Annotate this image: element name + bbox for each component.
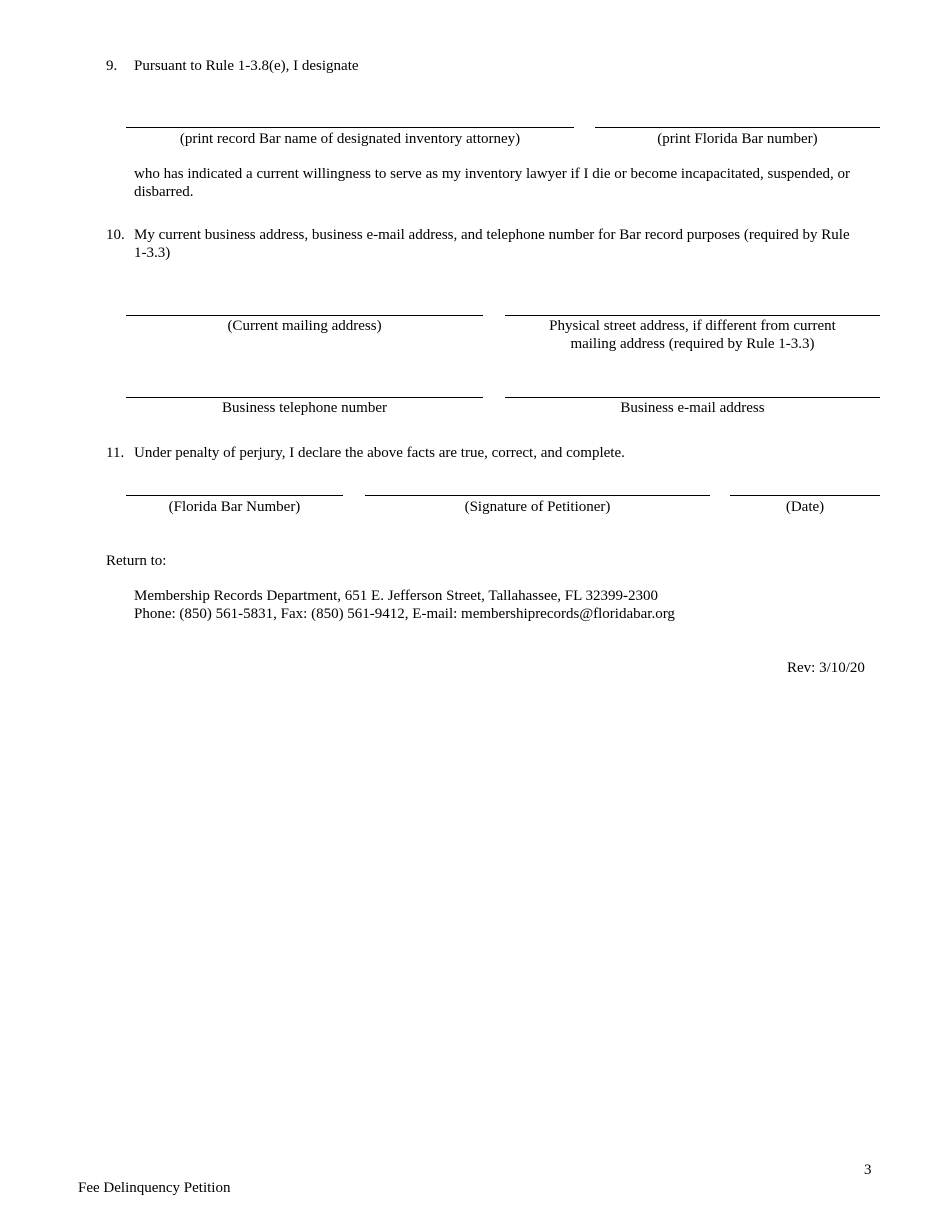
designated-attorney-name-caption: (print record Bar name of designated inventory attorney) (179, 131, 521, 147)
physical-street-address-field[interactable] (505, 315, 880, 316)
business-telephone-caption: Business telephone number (222, 400, 387, 416)
business-email-caption: Business e-mail address (620, 400, 765, 416)
date-field[interactable] (730, 495, 880, 496)
item-9-continuation: who has indicated a current willingness to serve as my inventory lawyer if I die or become incapacitated, suspended, or disbarred. (134, 166, 851, 200)
item-11-text: Under penalty of perjury, I declare the above facts are true, correct, and complete. (134, 445, 625, 461)
florida-bar-number-caption: (Florida Bar Number) (168, 499, 301, 515)
page-number: 3 (864, 1162, 872, 1178)
designated-attorney-name-field[interactable] (126, 127, 574, 128)
current-mailing-address-field[interactable] (126, 315, 483, 316)
current-mailing-address-caption: (Current mailing address) (227, 318, 382, 334)
item-10-number: 10. (106, 227, 125, 243)
petitioner-signature-field[interactable] (365, 495, 710, 496)
return-to-label: Return to: (106, 553, 167, 569)
designated-attorney-bar-number-caption: (print Florida Bar number) (657, 131, 818, 147)
revision-date: Rev: 3/10/20 (787, 660, 865, 676)
designated-attorney-bar-number-field[interactable] (595, 127, 880, 128)
item-10-text: My current business address, business e-mail address, and telephone number for Bar record purposes (required by Rule 1-3.3) (134, 227, 850, 261)
business-email-field[interactable] (505, 397, 880, 398)
item-9-text: Pursuant to Rule 1-3.8(e), I designate (134, 58, 359, 74)
petitioner-signature-caption: (Signature of Petitioner) (464, 499, 611, 515)
item-9-number: 9. (106, 58, 118, 74)
footer-document-title: Fee Delinquency Petition (78, 1180, 231, 1196)
physical-street-address-caption: Physical street address, if different from current mailing address (required by Rule 1-3.3) (549, 318, 836, 352)
item-11-number: 11. (106, 445, 125, 461)
date-caption: (Date) (785, 499, 825, 515)
return-contact-line: Phone: (850) 561-5831, Fax: (850) 561-9412, E-mail: membershiprecords@floridabar.org (134, 606, 675, 622)
return-address-line: Membership Records Department, 651 E. Jefferson Street, Tallahassee, FL 32399-2300 (134, 588, 658, 604)
business-telephone-field[interactable] (126, 397, 483, 398)
florida-bar-number-field[interactable] (126, 495, 343, 496)
